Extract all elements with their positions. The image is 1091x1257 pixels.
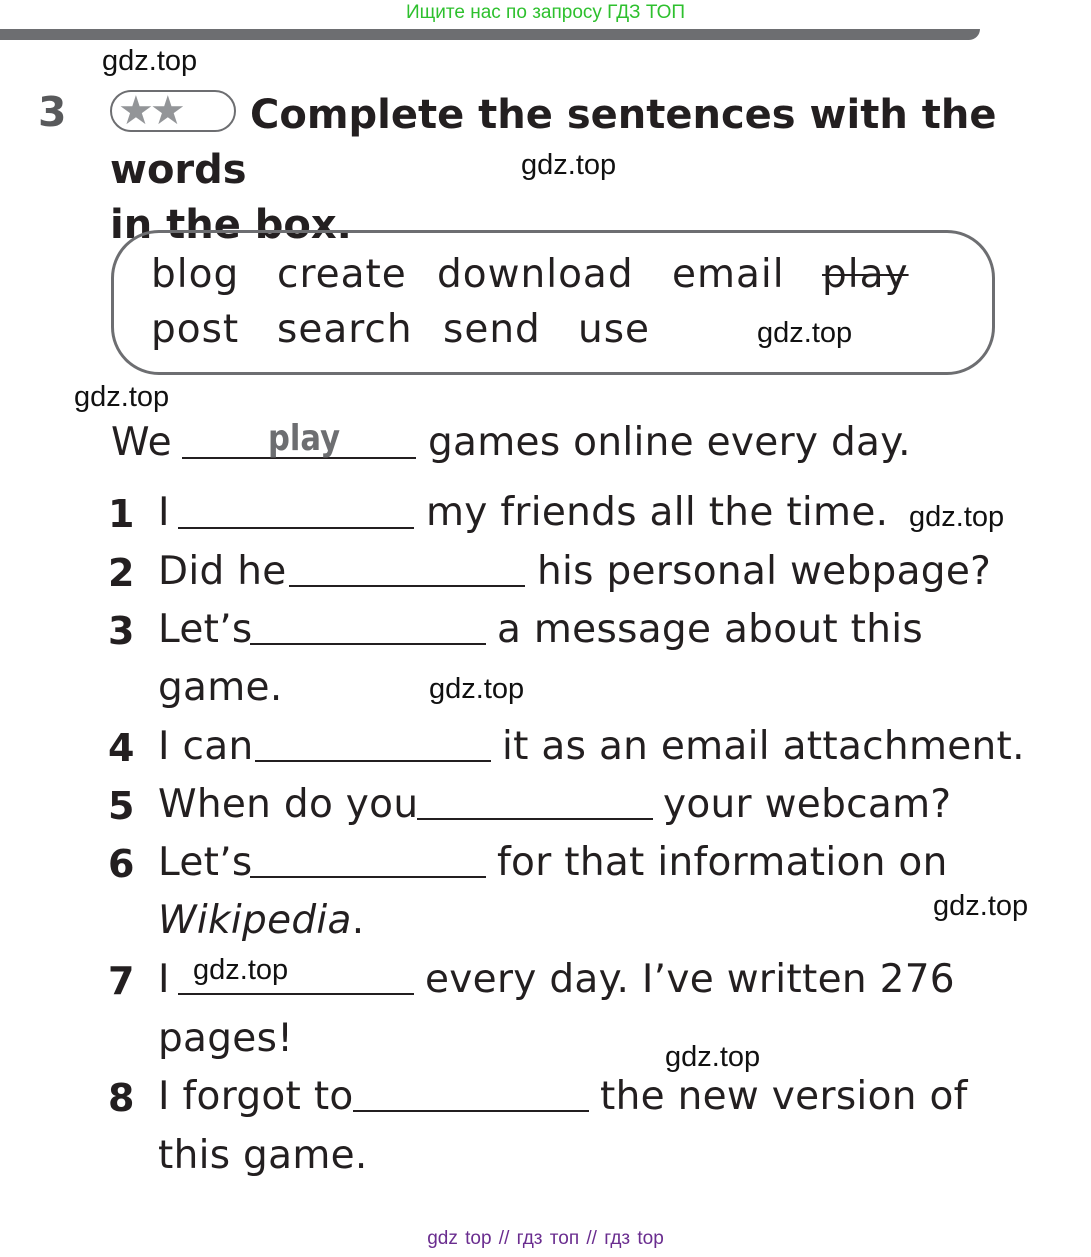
instruction-line-2: in the box. [110,202,352,248]
item-text-after: the new version of [600,1074,968,1119]
exercise-instruction [110,88,1030,253]
example-answer: play [268,418,341,459]
instruction-line-1: Complete the sentences with the words [110,92,997,193]
watermark: gdz.top [429,673,525,705]
item-number: 8 [108,1076,135,1120]
item-text-continuation: pages! [158,1016,294,1061]
example-after: games online every day. [428,420,911,465]
item-text-before: I forgot to [158,1074,354,1119]
word-search: search [277,307,413,352]
item-number: 2 [108,551,135,595]
item-number: 4 [108,726,135,770]
watermark: gdz.top [933,890,1029,922]
word-use: use [578,307,651,352]
item-text-after: your webcam? [663,782,952,827]
footer-links: gdz top // гдз топ // гдз top [427,1228,664,1249]
item-text-continuation: game. [158,665,283,710]
word-create: create [277,252,407,297]
watermark: gdz.top [102,45,198,77]
answer-blank[interactable] [417,818,653,820]
watermark: gdz.top [665,1041,761,1073]
watermark: gdz.top [74,381,170,413]
difficulty-stars-icon: ★★ [110,90,236,132]
answer-blank[interactable] [255,760,491,762]
item-text-before: Did he [158,549,287,594]
answer-blank[interactable] [178,993,414,995]
item-text-before: I [158,957,170,1002]
item-text-after: it as an email attachment. [502,724,1025,769]
word-download: download [437,252,634,297]
item-text-after: my friends all the time. [426,490,889,535]
item-text-after: a message about this [497,607,924,652]
watermark: gdz.top [757,317,853,349]
item-text-before: I [158,490,170,535]
answer-blank[interactable] [250,643,486,645]
example-before: We [111,420,172,465]
item-number: 5 [108,784,135,828]
exercise-number: 3 [38,88,67,136]
item-number: 3 [108,609,135,653]
header-bar [0,29,980,40]
word-blog: blog [151,252,240,297]
answer-blank[interactable] [178,527,414,529]
item-text-after: every day. I’ve written 276 [425,957,955,1002]
item-text-after: for that information on [497,840,948,885]
item-number: 7 [108,959,135,1003]
word-email: email [672,252,785,297]
answer-blank[interactable] [353,1110,589,1112]
answer-blank[interactable] [250,876,486,878]
answer-blank[interactable] [289,585,525,587]
item-number: 1 [108,492,135,536]
watermark: gdz.top [909,501,1005,533]
top-banner: Ищите нас по запросу ГДЗ ТОП [405,2,686,23]
item-text-before: I can [158,724,254,769]
word-play-struck: play [822,252,909,297]
item-text-before: Let’s [158,840,253,885]
item-text-continuation: this game. [158,1133,368,1178]
item-text-before: When do you [158,782,419,827]
watermark: gdz.top [193,954,289,986]
word-send: send [443,307,541,352]
watermark: gdz.top [521,149,617,181]
item-text-before: Let’s [158,607,253,652]
wikipedia-text: Wikipedia [158,898,352,943]
item-number: 6 [108,842,135,886]
item-text-continuation [158,898,364,943]
item-text-after: his personal webpage? [537,549,992,594]
continuation-tail: . [351,898,365,943]
word-post: post [151,307,240,352]
